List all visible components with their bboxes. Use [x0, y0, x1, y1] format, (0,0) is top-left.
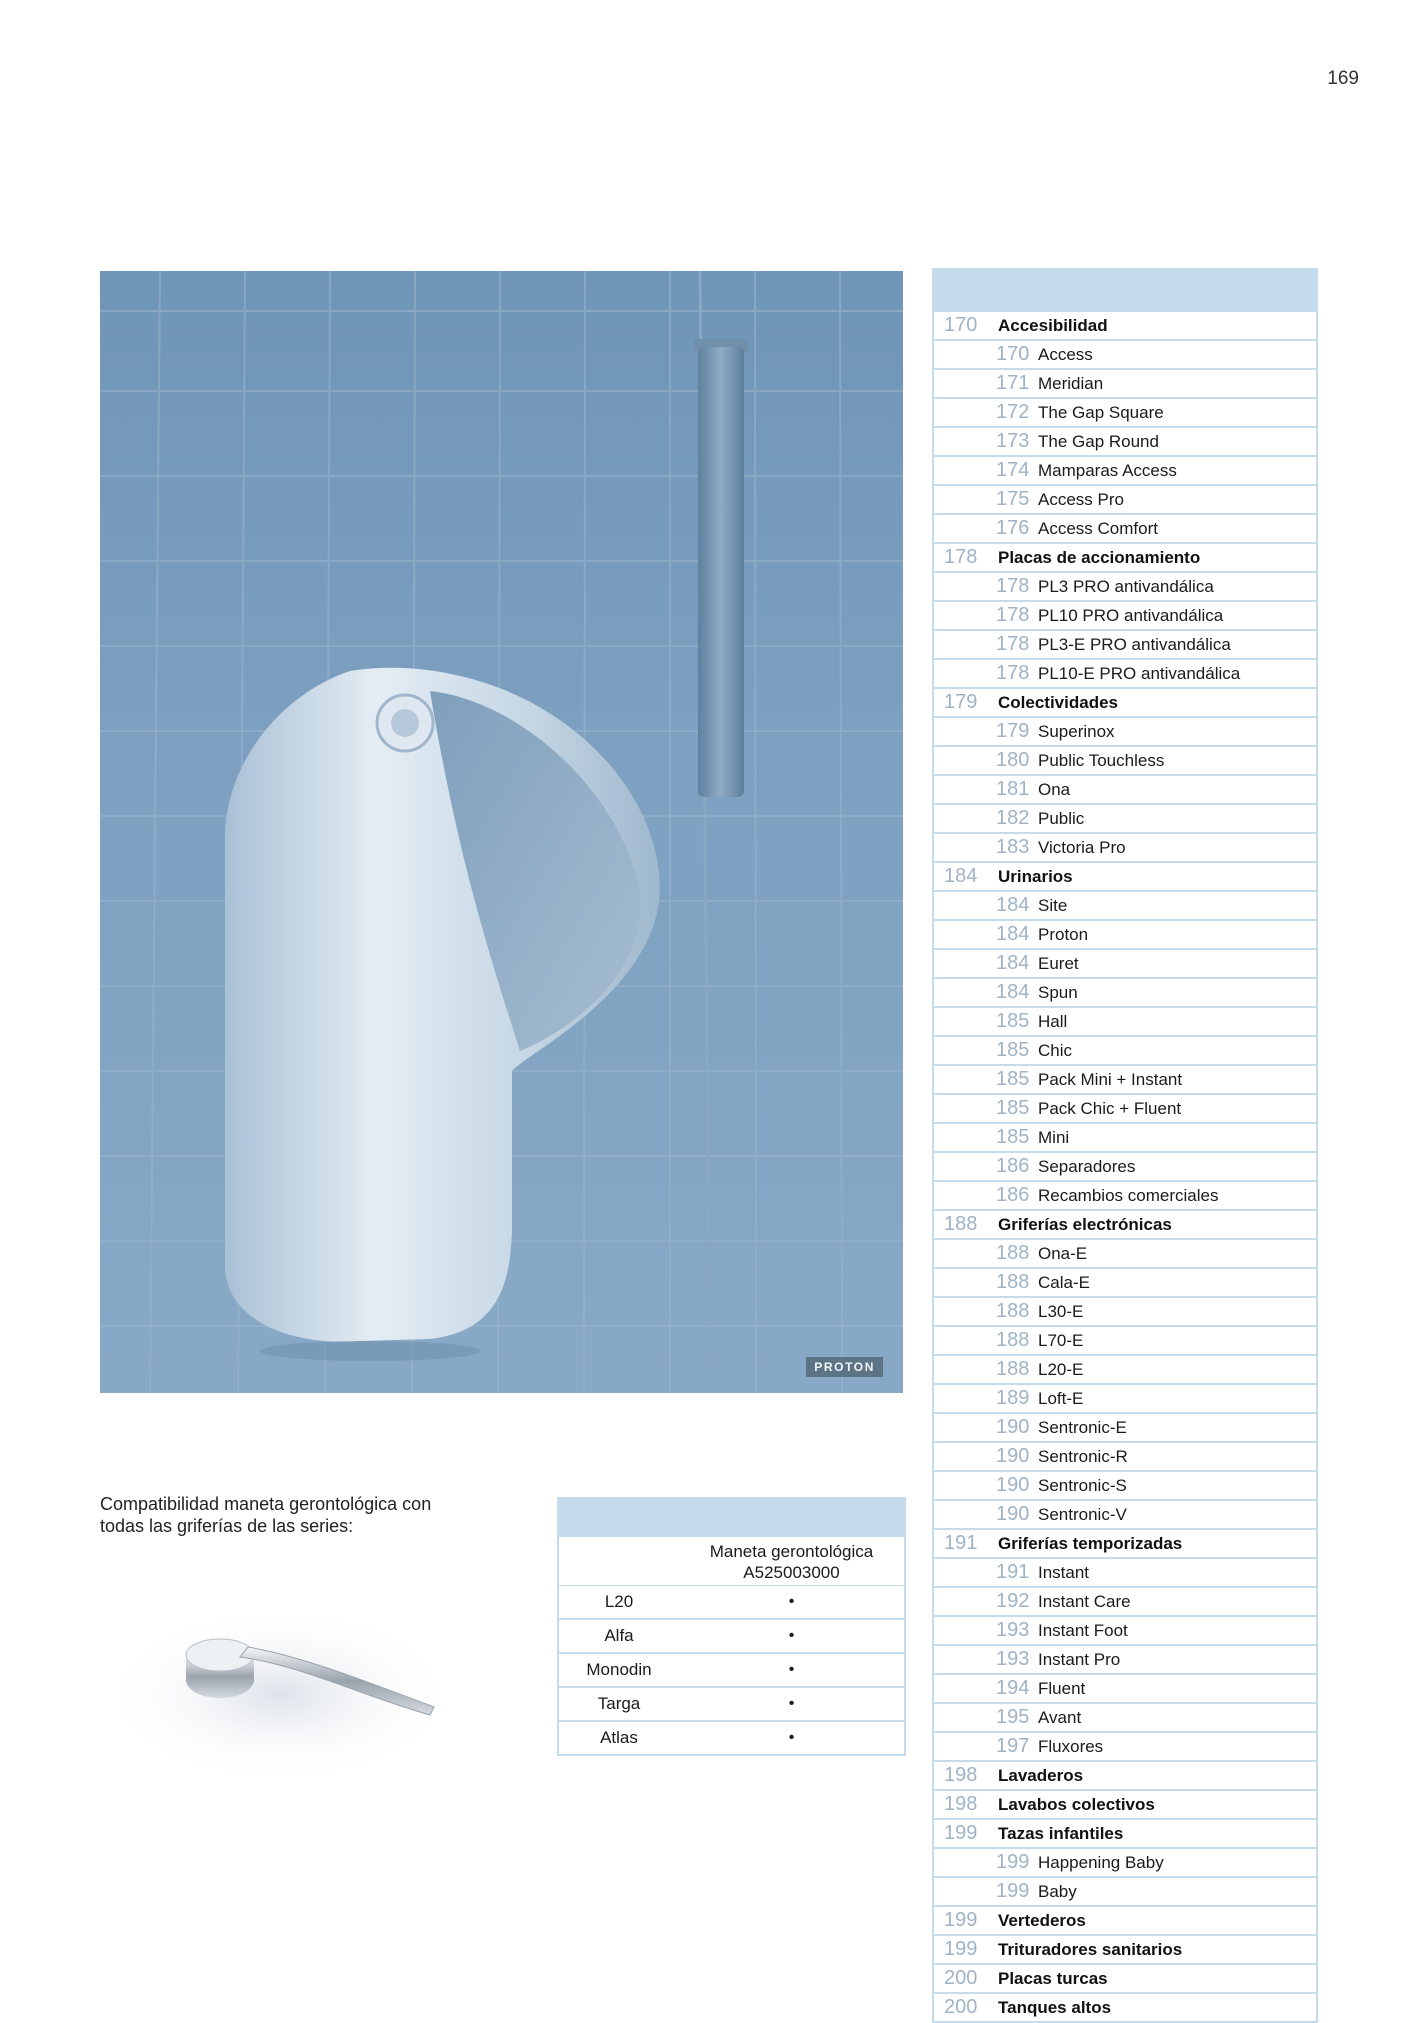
index-item-row [934, 1153, 1316, 1182]
column-header-maneta: Maneta gerontológica A525003000 [709, 1542, 874, 1582]
index-label: Fluxores [1038, 1736, 1104, 1756]
index-label: Instant [1038, 1562, 1090, 1582]
index-label: Vertederos [998, 1910, 1086, 1930]
index-section-row [934, 1211, 1316, 1240]
index-label: L30-E [1038, 1301, 1084, 1321]
index-label: Accesibilidad [998, 315, 1108, 335]
page-number: 169 [1327, 68, 1359, 89]
index-page-number: 178 [944, 546, 978, 568]
index-item-row [934, 486, 1316, 515]
index-label: PL3-E PRO antivandálica [1038, 634, 1231, 654]
index-label: The Gap Round [1038, 431, 1159, 451]
index-item-row [934, 399, 1316, 428]
index-page-number: 184 [996, 952, 1030, 974]
index-label: Euret [1038, 953, 1079, 973]
index-section-row [934, 1994, 1316, 2021]
index-item-row [934, 1704, 1316, 1733]
index-page-number: 183 [996, 836, 1030, 858]
index-label: Lavabos colectivos [998, 1794, 1155, 1814]
index-page-number: 179 [944, 691, 978, 713]
index-page-number: 199 [944, 1909, 978, 1931]
index-label: Sentronic-S [1038, 1475, 1127, 1495]
index-page-number: 190 [996, 1416, 1030, 1438]
index-page-number: 188 [996, 1358, 1030, 1380]
index-label: Griferías temporizadas [998, 1533, 1183, 1553]
index-label: Superinox [1038, 721, 1115, 741]
index-item-row [934, 892, 1316, 921]
index-label: Meridian [1038, 373, 1104, 393]
index-label: Victoria Pro [1038, 837, 1126, 857]
index-page-number: 185 [996, 1039, 1030, 1061]
index-label: Pack Chic + Fluent [1038, 1098, 1182, 1118]
index-section-row [934, 1907, 1316, 1936]
index-label: Public [1038, 808, 1085, 828]
index-page-number: 178 [996, 575, 1030, 597]
index-page-number: 185 [996, 1126, 1030, 1148]
index-label: Recambios comerciales [1038, 1185, 1219, 1205]
index-page-number: 188 [996, 1300, 1030, 1322]
index-label: Ona-E [1038, 1243, 1088, 1263]
index-page-number: 173 [996, 430, 1030, 452]
index-page-number: 199 [944, 1938, 978, 1960]
index-item-row [934, 1501, 1316, 1530]
index-page-number: 171 [996, 372, 1030, 394]
index-page-number: 189 [996, 1387, 1030, 1409]
compatibility-mark: • [788, 1661, 795, 1678]
series-name: Targa [597, 1694, 641, 1713]
table-row [559, 1620, 904, 1654]
index-label: Hall [1038, 1011, 1068, 1031]
index-page-number: 190 [996, 1445, 1030, 1467]
index-page-number: 186 [996, 1184, 1030, 1206]
series-name: Alfa [604, 1626, 634, 1645]
index-page-number: 182 [996, 807, 1030, 829]
index-item-row [934, 573, 1316, 602]
index-section-row [934, 544, 1316, 573]
index-table [932, 268, 1318, 2023]
index-item-row [934, 1037, 1316, 1066]
index-page-number: 170 [944, 314, 978, 336]
index-section-row [934, 1762, 1316, 1791]
index-page-number: 188 [996, 1271, 1030, 1293]
index-label: Tazas infantiles [998, 1823, 1124, 1843]
index-label: Fluent [1038, 1678, 1086, 1698]
series-name: L20 [604, 1592, 634, 1611]
index-item-row [934, 631, 1316, 660]
index-page-number: 199 [996, 1851, 1030, 1873]
index-label: Cala-E [1038, 1272, 1090, 1292]
index-item-row [934, 1008, 1316, 1037]
index-label: Access Comfort [1038, 518, 1158, 538]
index-page-number: 174 [996, 459, 1030, 481]
index-label: Separadores [1038, 1156, 1136, 1176]
index-item-row [934, 428, 1316, 457]
index-item-row [934, 1414, 1316, 1443]
index-page-number: 188 [996, 1329, 1030, 1351]
index-item-row [934, 1240, 1316, 1269]
index-item-row [934, 950, 1316, 979]
index-label: Instant Care [1038, 1591, 1131, 1611]
index-label: Sentronic-E [1038, 1417, 1127, 1437]
index-label: Instant Pro [1038, 1649, 1121, 1669]
index-label: Spun [1038, 982, 1078, 1002]
table-row [559, 1722, 904, 1754]
index-item-row [934, 1472, 1316, 1501]
index-page-number: 198 [944, 1793, 978, 1815]
index-label: Placas de accionamiento [998, 547, 1201, 567]
index-item-row [934, 1095, 1316, 1124]
index-label: Instant Foot [1038, 1620, 1128, 1640]
index-label: PL10 PRO antivandálica [1038, 605, 1224, 625]
index-header-band [934, 268, 1316, 312]
compatibility-mark: • [788, 1593, 795, 1610]
index-item-row [934, 1356, 1316, 1385]
index-item-row [934, 1646, 1316, 1675]
series-name: Atlas [600, 1728, 638, 1747]
index-page-number: 184 [996, 981, 1030, 1003]
index-item-row [934, 1385, 1316, 1414]
compatibility-mark: • [788, 1729, 795, 1746]
index-label: L20-E [1038, 1359, 1084, 1379]
product-photo [100, 271, 903, 1393]
index-label: Avant [1038, 1707, 1082, 1727]
index-item-row [934, 370, 1316, 399]
index-label: Access [1038, 344, 1093, 364]
index-page-number: 197 [996, 1735, 1030, 1757]
index-page-number: 190 [996, 1474, 1030, 1496]
index-label: Griferías electrónicas [998, 1214, 1172, 1234]
index-page-number: 184 [944, 865, 978, 887]
index-item-row [934, 805, 1316, 834]
index-item-row [934, 747, 1316, 776]
index-label: The Gap Square [1038, 402, 1164, 422]
compatibility-note: Compatibilidad maneta gerontológica con todas las griferías de las series: [100, 1494, 432, 1536]
index-page-number: 200 [944, 1996, 978, 2018]
index-section-row [934, 689, 1316, 718]
table-row [559, 1586, 904, 1620]
index-page-number: 181 [996, 778, 1030, 800]
index-item-row [934, 515, 1316, 544]
index-item-row [934, 1588, 1316, 1617]
index-item-row [934, 341, 1316, 370]
index-page-number: 199 [996, 1880, 1030, 1902]
index-item-row [934, 1269, 1316, 1298]
index-label: Sentronic-V [1038, 1504, 1127, 1524]
index-item-row [934, 660, 1316, 689]
compatibility-mark: • [788, 1695, 795, 1712]
index-page-number: 179 [996, 720, 1030, 742]
index-item-row [934, 457, 1316, 486]
photo-caption-badge: PROTON [806, 1357, 883, 1377]
index-item-row [934, 1066, 1316, 1095]
index-page-number: 191 [996, 1561, 1030, 1583]
gerontological-handle-image [100, 1565, 470, 1795]
index-label: Baby [1038, 1881, 1077, 1901]
index-item-row [934, 1327, 1316, 1356]
index-item-row [934, 776, 1316, 805]
index-page-number: 176 [996, 517, 1030, 539]
index-page-number: 186 [996, 1155, 1030, 1177]
index-label: Chic [1038, 1040, 1073, 1060]
index-label: Ona [1038, 779, 1071, 799]
index-item-row [934, 602, 1316, 631]
index-item-row [934, 1559, 1316, 1588]
index-page-number: 191 [944, 1532, 978, 1554]
index-label: PL10-E PRO antivandálica [1038, 663, 1241, 683]
index-item-row [934, 1124, 1316, 1153]
index-label: Access Pro [1038, 489, 1124, 509]
index-page-number: 175 [996, 488, 1030, 510]
index-item-row [934, 1675, 1316, 1704]
index-label: Mamparas Access [1038, 460, 1177, 480]
index-page-number: 192 [996, 1590, 1030, 1612]
series-name: Monodin [586, 1660, 652, 1679]
index-section-row [934, 1791, 1316, 1820]
index-page-number: 193 [996, 1648, 1030, 1670]
index-page-number: 190 [996, 1503, 1030, 1525]
index-item-row [934, 1617, 1316, 1646]
table-column-header [559, 1537, 904, 1586]
index-page-number: 178 [996, 662, 1030, 684]
index-section-row [934, 1965, 1316, 1994]
index-item-row [934, 1733, 1316, 1762]
index-page-number: 178 [996, 633, 1030, 655]
index-page-number: 170 [996, 343, 1030, 365]
index-label: Site [1038, 895, 1068, 915]
index-page-number: 184 [996, 923, 1030, 945]
index-label: Mini [1038, 1127, 1070, 1147]
index-label: Loft-E [1038, 1388, 1084, 1408]
index-item-row [934, 1878, 1316, 1907]
index-label: Sentronic-R [1038, 1446, 1128, 1466]
index-label: Happening Baby [1038, 1852, 1164, 1872]
index-page-number: 172 [996, 401, 1030, 423]
index-item-row [934, 834, 1316, 863]
index-page-number: 188 [944, 1213, 978, 1235]
index-page-number: 184 [996, 894, 1030, 916]
index-page-number: 180 [996, 749, 1030, 771]
index-label: Colectividades [998, 692, 1118, 712]
index-label: Pack Mini + Instant [1038, 1069, 1183, 1089]
index-page-number: 188 [996, 1242, 1030, 1264]
index-item-row [934, 979, 1316, 1008]
index-page-number: 178 [996, 604, 1030, 626]
index-label: L70-E [1038, 1330, 1084, 1350]
index-section-row [934, 1936, 1316, 1965]
index-section-row [934, 1530, 1316, 1559]
index-page-number: 185 [996, 1010, 1030, 1032]
index-label: Tanques altos [998, 1997, 1112, 2017]
index-label: Proton [1038, 924, 1089, 944]
index-page-number: 185 [996, 1097, 1030, 1119]
table-row [559, 1654, 904, 1688]
index-item-row [934, 1298, 1316, 1327]
index-label: Placas turcas [998, 1968, 1108, 1988]
index-label: PL3 PRO antivandálica [1038, 576, 1214, 596]
index-page-number: 194 [996, 1677, 1030, 1699]
index-label: Trituradores sanitarios [998, 1939, 1183, 1959]
index-page-number: 200 [944, 1967, 978, 1989]
index-section-row [934, 312, 1316, 341]
table-row [559, 1688, 904, 1722]
index-section-row [934, 1820, 1316, 1849]
compatibility-table [557, 1497, 906, 1756]
index-item-row [934, 1443, 1316, 1472]
index-page-number: 198 [944, 1764, 978, 1786]
index-item-row [934, 718, 1316, 747]
index-page-number: 193 [996, 1619, 1030, 1641]
table-header-band [559, 1499, 904, 1537]
index-page-number: 199 [944, 1822, 978, 1844]
index-page-number: 185 [996, 1068, 1030, 1090]
index-item-row [934, 921, 1316, 950]
index-label: Public Touchless [1038, 750, 1165, 770]
index-page-number: 195 [996, 1706, 1030, 1728]
index-item-row [934, 1849, 1316, 1878]
index-label: Lavaderos [998, 1765, 1084, 1785]
index-label: Urinarios [998, 866, 1073, 886]
urinal-illustration [100, 271, 903, 1393]
compatibility-mark: • [788, 1627, 795, 1644]
index-item-row [934, 1182, 1316, 1211]
index-section-row [934, 863, 1316, 892]
